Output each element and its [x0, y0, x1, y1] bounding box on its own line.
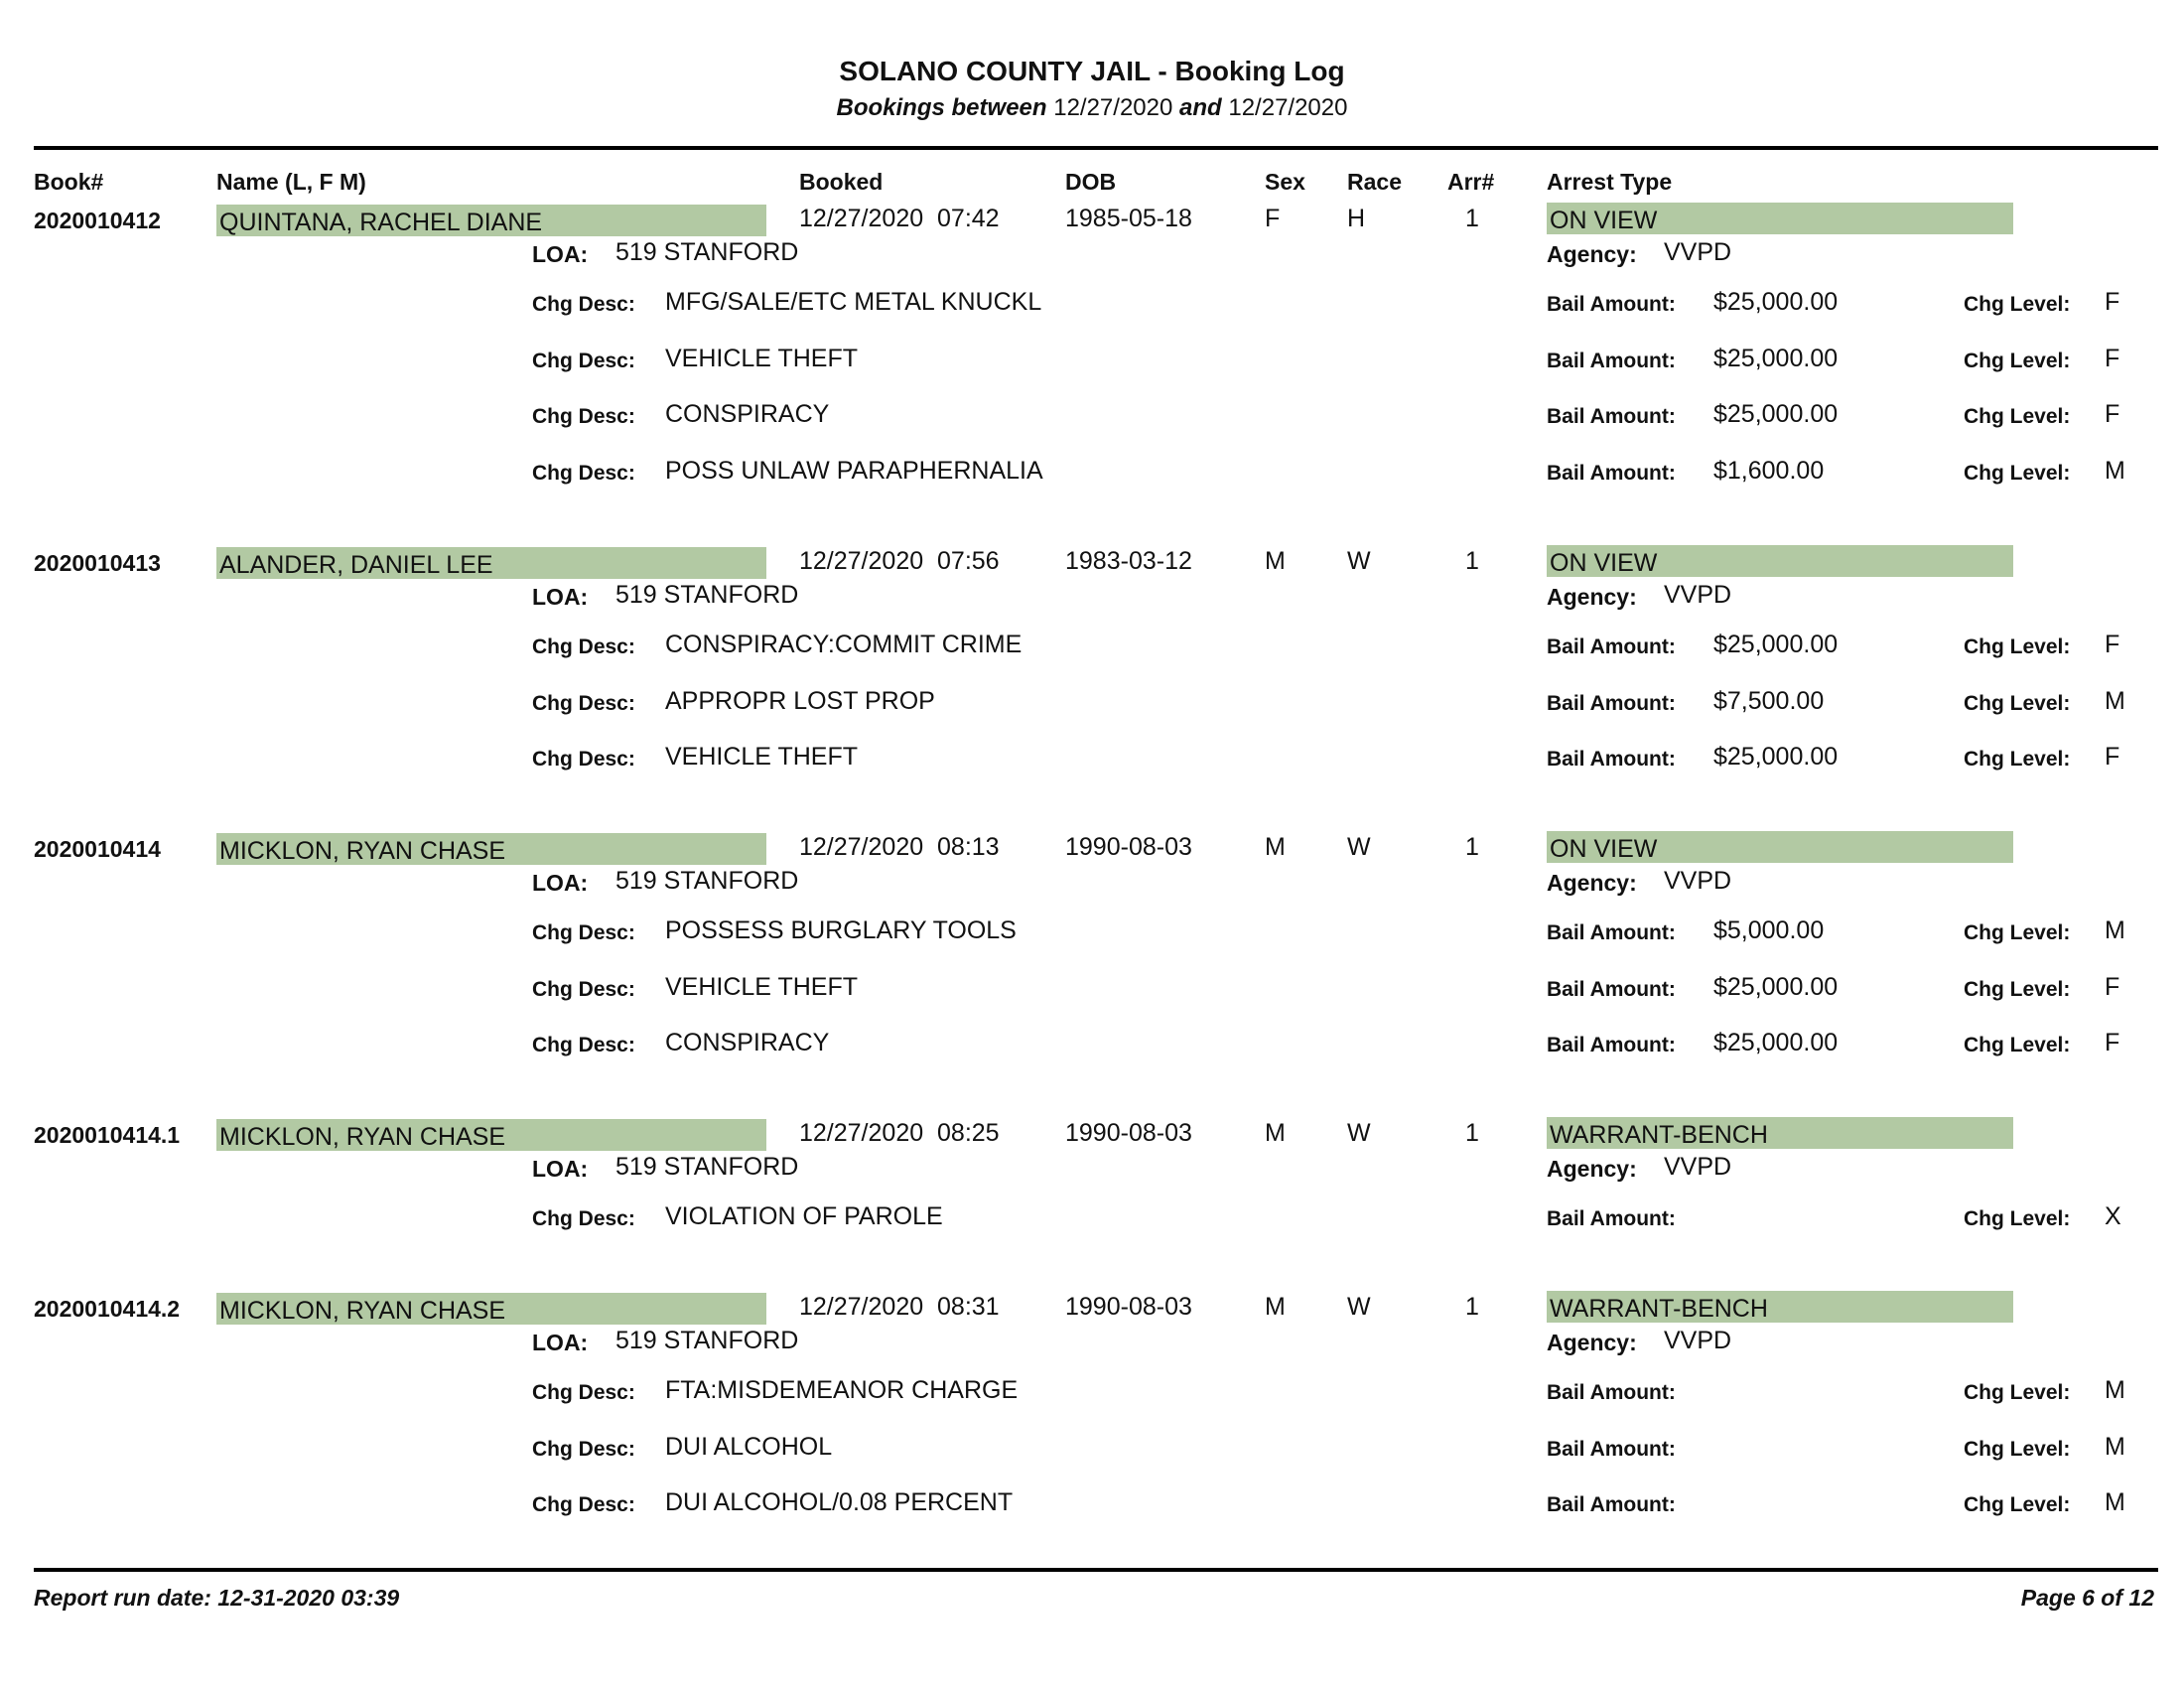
charge-row [0, 288, 2184, 320]
loa-label: LOA: [532, 241, 589, 267]
charge-row [0, 1202, 2184, 1234]
arrest-number: 1 [1465, 547, 1479, 575]
report-run-date: Report run date: 12-31-2020 03:39 [34, 1585, 400, 1611]
arrest-type: ON VIEW [1547, 545, 2013, 577]
header-arr: Arr# [1447, 169, 1495, 195]
bail-amount: $7,500.00 [1713, 687, 1825, 715]
header-name: Name (L, F M) [216, 169, 366, 195]
charge-level-label: Chg Level: [1964, 692, 2071, 715]
header-race: Race [1347, 169, 1402, 195]
charge-level: X [2105, 1202, 2121, 1230]
booked-datetime: 12/27/2020 07:42 [799, 205, 1000, 232]
loa-value: 519 STANFORD [615, 238, 799, 266]
charge-level-label: Chg Level: [1964, 1034, 2071, 1056]
charge-desc-label: Chg Desc: [532, 1493, 635, 1516]
charge-level: F [2105, 973, 2120, 1001]
loa-value: 519 STANFORD [615, 1327, 799, 1354]
arrest-number: 1 [1465, 205, 1479, 232]
charge-row [0, 973, 2184, 1005]
charge-description: VEHICLE THEFT [665, 743, 859, 771]
charge-level: M [2105, 457, 2125, 485]
charge-description: CONSPIRACY [665, 400, 830, 428]
report-subtitle [0, 94, 2184, 122]
charge-desc-label: Chg Desc: [532, 1034, 635, 1056]
charge-level-label: Chg Level: [1964, 635, 2071, 658]
bail-amount-label: Bail Amount: [1547, 635, 1676, 658]
sex: M [1265, 833, 1286, 861]
arrest-type: WARRANT-BENCH [1547, 1117, 2013, 1149]
charge-desc-label: Chg Desc: [532, 635, 635, 658]
charge-level-label: Chg Level: [1964, 1438, 2071, 1461]
charge-desc-label: Chg Desc: [532, 921, 635, 944]
arrest-number: 1 [1465, 833, 1479, 861]
charge-row [0, 1433, 2184, 1465]
bail-amount: $1,600.00 [1713, 457, 1825, 485]
bail-amount: $25,000.00 [1713, 400, 1839, 428]
charge-description: VIOLATION OF PAROLE [665, 1202, 943, 1230]
date-of-birth: 1990-08-03 [1065, 1119, 1192, 1147]
bail-amount: $25,000.00 [1713, 631, 1839, 658]
loa-value: 519 STANFORD [615, 581, 799, 609]
booking-number: 2020010414.1 [34, 1122, 181, 1148]
booking-number: 2020010414 [34, 836, 161, 862]
charge-level-label: Chg Level: [1964, 1381, 2071, 1404]
charge-row [0, 743, 2184, 774]
charge-level: M [2105, 916, 2125, 944]
bail-amount: $25,000.00 [1713, 743, 1839, 771]
bail-amount-label: Bail Amount: [1547, 405, 1676, 428]
race: W [1347, 1293, 1371, 1321]
charge-description: FTA:MISDEMEANOR CHARGE [665, 1376, 1019, 1404]
charge-row [0, 1488, 2184, 1520]
bail-amount-label: Bail Amount: [1547, 1207, 1676, 1230]
charge-level: F [2105, 631, 2120, 658]
agency-value: VVPD [1664, 581, 1732, 609]
charge-row [0, 631, 2184, 662]
date-from: 12/27/2020 [1053, 94, 1173, 121]
agency-label: Agency: [1547, 1156, 1637, 1182]
charge-level: M [2105, 1433, 2125, 1461]
charge-row [0, 457, 2184, 489]
bail-amount-label: Bail Amount: [1547, 1493, 1676, 1516]
race: W [1347, 1119, 1371, 1147]
race: W [1347, 833, 1371, 861]
date-of-birth: 1985-05-18 [1065, 205, 1192, 232]
charge-description: POSSESS BURGLARY TOOLS [665, 916, 1017, 944]
charge-level: M [2105, 687, 2125, 715]
charge-level-label: Chg Level: [1964, 748, 2071, 771]
sex: M [1265, 547, 1286, 575]
charge-row [0, 1376, 2184, 1408]
charge-level-label: Chg Level: [1964, 405, 2071, 428]
booking-number: 2020010414.2 [34, 1296, 181, 1322]
charge-level-label: Chg Level: [1964, 978, 2071, 1001]
charge-desc-label: Chg Desc: [532, 293, 635, 316]
charge-level: F [2105, 400, 2120, 428]
charge-level: F [2105, 288, 2120, 316]
date-to: 12/27/2020 [1228, 94, 1348, 121]
sex: M [1265, 1293, 1286, 1321]
charge-description: DUI ALCOHOL/0.08 PERCENT [665, 1488, 1014, 1516]
loa-label: LOA: [532, 1156, 589, 1182]
booked-datetime: 12/27/2020 08:13 [799, 833, 1000, 861]
inmate-name: ALANDER, DANIEL LEE [216, 547, 766, 579]
sex: M [1265, 1119, 1286, 1147]
charge-desc-label: Chg Desc: [532, 748, 635, 771]
charge-level-label: Chg Level: [1964, 350, 2071, 372]
charge-desc-label: Chg Desc: [532, 978, 635, 1001]
loa-value: 519 STANFORD [615, 867, 799, 895]
inmate-name: MICKLON, RYAN CHASE [216, 1293, 766, 1325]
subtitle-and: and [1179, 94, 1222, 121]
bail-amount-label: Bail Amount: [1547, 350, 1676, 372]
arrest-number: 1 [1465, 1119, 1479, 1147]
bail-amount-label: Bail Amount: [1547, 692, 1676, 715]
charge-level-label: Chg Level: [1964, 293, 2071, 316]
charge-desc-label: Chg Desc: [532, 462, 635, 485]
bail-amount: $25,000.00 [1713, 1029, 1839, 1056]
bail-amount-label: Bail Amount: [1547, 921, 1676, 944]
agency-label: Agency: [1547, 241, 1637, 267]
booking-number: 2020010413 [34, 550, 161, 576]
charge-desc-label: Chg Desc: [532, 1207, 635, 1230]
charge-row [0, 345, 2184, 376]
bail-amount-label: Bail Amount: [1547, 978, 1676, 1001]
charge-level-label: Chg Level: [1964, 921, 2071, 944]
arrest-type: ON VIEW [1547, 203, 2013, 234]
subtitle-prefix: Bookings between [836, 94, 1047, 121]
charge-level: F [2105, 743, 2120, 771]
bail-amount: $25,000.00 [1713, 345, 1839, 372]
loa-label: LOA: [532, 1330, 589, 1355]
charge-row [0, 916, 2184, 948]
agency-value: VVPD [1664, 238, 1732, 266]
date-of-birth: 1983-03-12 [1065, 547, 1192, 575]
agency-value: VVPD [1664, 1327, 1732, 1354]
charge-description: CONSPIRACY [665, 1029, 830, 1056]
loa-label: LOA: [532, 584, 589, 610]
inmate-name: MICKLON, RYAN CHASE [216, 833, 766, 865]
charge-desc-label: Chg Desc: [532, 1438, 635, 1461]
inmate-name: QUINTANA, RACHEL DIANE [216, 205, 766, 236]
header-booked: Booked [799, 169, 884, 195]
charge-description: DUI ALCOHOL [665, 1433, 833, 1461]
charge-level: F [2105, 345, 2120, 372]
booked-datetime: 12/27/2020 08:31 [799, 1293, 1000, 1321]
report-title: SOLANO COUNTY JAIL - Booking Log [839, 56, 1345, 86]
inmate-name: MICKLON, RYAN CHASE [216, 1119, 766, 1151]
charge-description: VEHICLE THEFT [665, 973, 859, 1001]
charge-row [0, 687, 2184, 719]
agency-label: Agency: [1547, 584, 1637, 610]
bail-amount-label: Bail Amount: [1547, 293, 1676, 316]
arrest-type: WARRANT-BENCH [1547, 1291, 2013, 1323]
loa-value: 519 STANFORD [615, 1153, 799, 1181]
arrest-type: ON VIEW [1547, 831, 2013, 863]
date-of-birth: 1990-08-03 [1065, 833, 1192, 861]
bail-amount: $5,000.00 [1713, 916, 1825, 944]
charge-description: VEHICLE THEFT [665, 345, 859, 372]
race: H [1347, 205, 1366, 232]
header-sex: Sex [1265, 169, 1305, 195]
bail-amount-label: Bail Amount: [1547, 1438, 1676, 1461]
agency-value: VVPD [1664, 867, 1732, 895]
booked-datetime: 12/27/2020 08:25 [799, 1119, 1000, 1147]
page-number: Page 6 of 12 [2020, 1585, 2154, 1611]
charge-level-label: Chg Level: [1964, 462, 2071, 485]
bail-amount: $25,000.00 [1713, 288, 1839, 316]
loa-label: LOA: [532, 870, 589, 896]
header-dob: DOB [1065, 169, 1117, 195]
bottom-divider [34, 1568, 2158, 1572]
charge-description: MFG/SALE/ETC METAL KNUCKL [665, 288, 1042, 316]
bail-amount-label: Bail Amount: [1547, 462, 1676, 485]
race: W [1347, 547, 1371, 575]
charge-description: POSS UNLAW PARAPHERNALIA [665, 457, 1043, 485]
charge-level: M [2105, 1376, 2125, 1404]
charge-description: APPROPR LOST PROP [665, 687, 935, 715]
top-divider [34, 146, 2158, 150]
charge-level: M [2105, 1488, 2125, 1516]
charge-desc-label: Chg Desc: [532, 350, 635, 372]
charge-level-label: Chg Level: [1964, 1207, 2071, 1230]
charge-level: F [2105, 1029, 2120, 1056]
arrest-number: 1 [1465, 1293, 1479, 1321]
charge-level-label: Chg Level: [1964, 1493, 2071, 1516]
charge-description: CONSPIRACY:COMMIT CRIME [665, 631, 1023, 658]
charge-row [0, 1029, 2184, 1060]
charge-desc-label: Chg Desc: [532, 692, 635, 715]
agency-value: VVPD [1664, 1153, 1732, 1181]
bail-amount: $25,000.00 [1713, 973, 1839, 1001]
date-of-birth: 1990-08-03 [1065, 1293, 1192, 1321]
agency-label: Agency: [1547, 1330, 1637, 1355]
bail-amount-label: Bail Amount: [1547, 748, 1676, 771]
booking-number: 2020010412 [34, 208, 161, 233]
sex: F [1265, 205, 1281, 232]
bail-amount-label: Bail Amount: [1547, 1034, 1676, 1056]
charge-row [0, 400, 2184, 432]
agency-label: Agency: [1547, 870, 1637, 896]
charge-desc-label: Chg Desc: [532, 1381, 635, 1404]
charge-desc-label: Chg Desc: [532, 405, 635, 428]
header-book: Book# [34, 169, 104, 195]
header-arrest-type: Arrest Type [1547, 169, 1673, 195]
bail-amount-label: Bail Amount: [1547, 1381, 1676, 1404]
booked-datetime: 12/27/2020 07:56 [799, 547, 1000, 575]
